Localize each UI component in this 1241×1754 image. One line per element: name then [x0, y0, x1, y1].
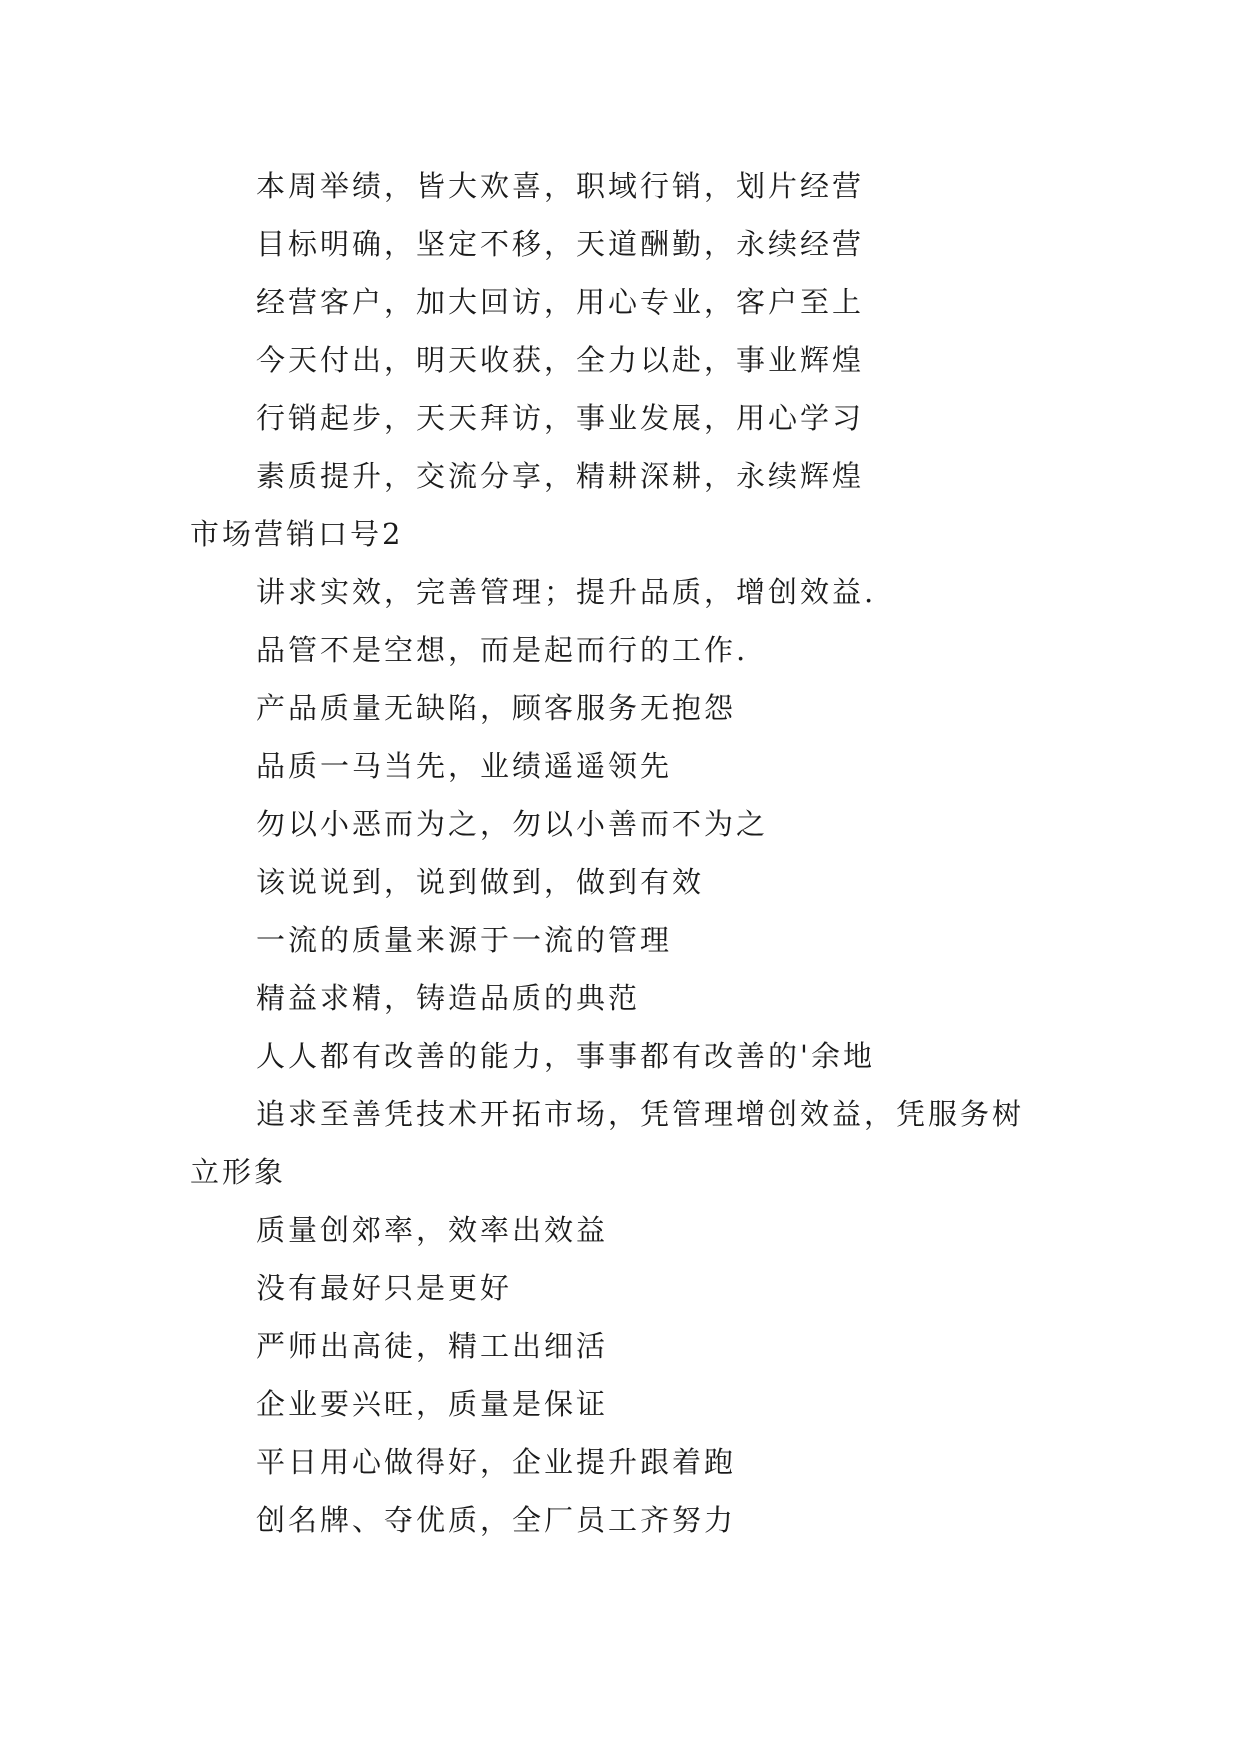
slogan-line: 素质提升，交流分享，精耕深耕，永续辉煌 [256, 459, 865, 493]
slogan-line: 平日用心做得好，企业提升跟着跑 [256, 1445, 737, 1479]
slogan-line: 没有最好只是更好 [256, 1271, 513, 1305]
document-body [190, 157, 1070, 1549]
slogan-line: 人人都有改善的能力，事事都有改善的'余地 [256, 1039, 875, 1073]
slogan-line: 品质一马当先，业绩遥遥领先 [256, 749, 673, 783]
slogan-line: 行销起步，天天拜访，事业发展，用心学习 [256, 401, 865, 435]
slogan-line-wrapped-end: 立形象 [190, 1155, 287, 1189]
slogan-line: 经营客户，加大回访，用心专业，客户至上 [256, 285, 865, 319]
slogan-line: 一流的质量来源于一流的管理 [256, 923, 673, 957]
slogan-line: 该说说到，说到做到，做到有效 [256, 865, 705, 899]
slogan-line: 产品质量无缺陷，顾客服务无抱怨 [256, 691, 737, 725]
slogan-line-wrapped-start: 追求至善凭技术开拓市场，凭管理增创效益，凭服务树 [256, 1097, 1025, 1131]
slogan-line: 品管不是空想，而是起而行的工作. [256, 633, 749, 667]
slogan-line: 质量创郊率，效率出效益 [256, 1213, 609, 1247]
slogan-line: 企业要兴旺，质量是保证 [256, 1387, 609, 1421]
slogan-line: 精益求精，铸造品质的典范 [256, 981, 641, 1015]
slogan-line: 目标明确，坚定不移，天道酬勤，永续经营 [256, 227, 865, 261]
slogan-line: 严师出高徒，精工出细活 [256, 1329, 609, 1363]
slogan-line: 创名牌、夺优质，全厂员工齐努力 [256, 1503, 737, 1537]
slogan-line: 勿以小恶而为之，勿以小善而不为之 [256, 807, 769, 841]
slogan-line: 讲求实效，完善管理；提升品质，增创效益. [256, 575, 877, 609]
slogan-line: 本周举绩，皆大欢喜，职域行销，划片经营 [256, 169, 865, 203]
slogan-line: 今天付出，明天收获，全力以赴，事业辉煌 [256, 343, 865, 377]
section-heading: 市场营销口号2 [190, 517, 404, 551]
